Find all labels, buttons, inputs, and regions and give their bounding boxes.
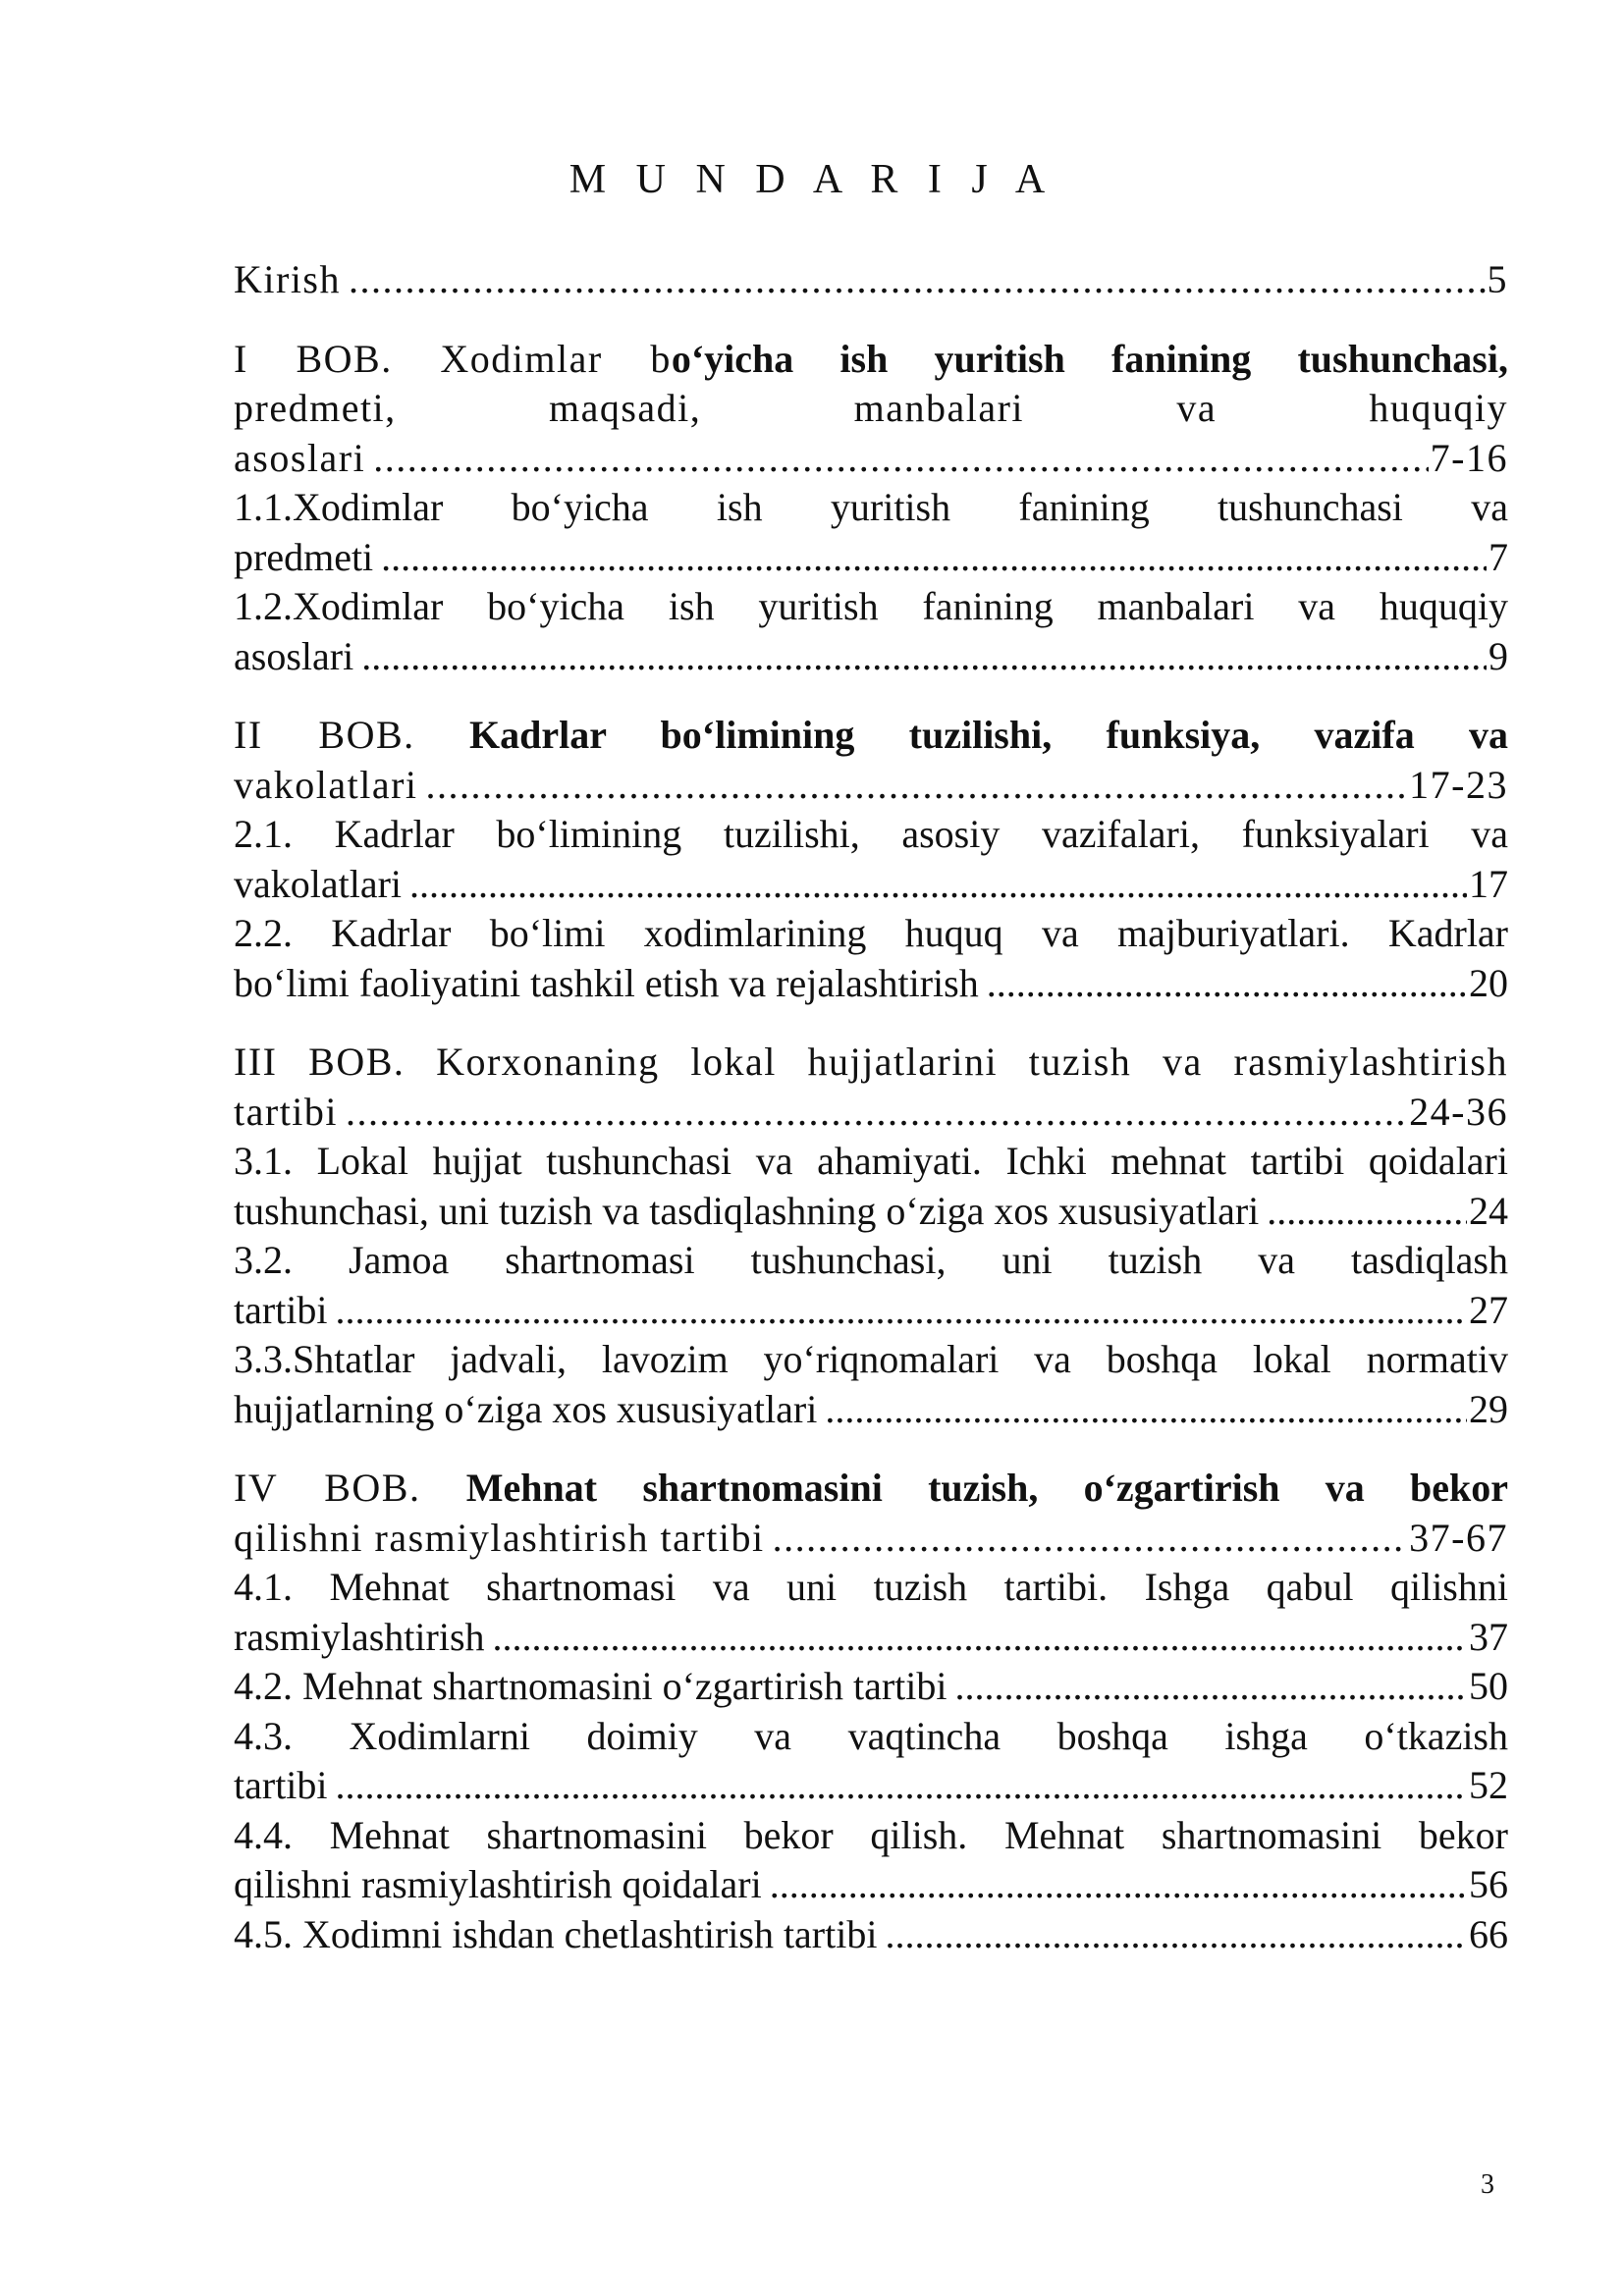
- toc-section-4-4[interactable]: [234, 1811, 1508, 1910]
- toc-page-number: 17-23: [1409, 762, 1508, 807]
- toc-section-1-2[interactable]: [234, 582, 1508, 681]
- dot-leader: [346, 1088, 1407, 1138]
- toc-chapter-3[interactable]: [234, 1038, 1508, 1137]
- dot-leader: [361, 632, 1487, 682]
- toc-page-number: 50: [1469, 1664, 1508, 1708]
- toc-page-number: 37-67: [1409, 1515, 1508, 1560]
- toc-page-number: 17: [1469, 861, 1508, 906]
- dot-leader: [349, 255, 1486, 305]
- toc-entry-text: tushunchasi, uni tuzish va tasdiqlashning o‘ziga xos xususiyatlari: [234, 1188, 1260, 1233]
- chapter-prefix: II BOB.: [234, 713, 415, 757]
- toc-section-text: 3.2. Jamoa shartnomasi tushunchasi, uni tuzish va tasdiqlash: [234, 1238, 1508, 1282]
- toc-entry-kirish[interactable]: [234, 255, 1508, 305]
- toc-chapter-3-title: III BOB. Korxonaning lokal hujjatlarini tuzish va rasmiylashtirish: [234, 1040, 1508, 1084]
- toc-entry-text: asoslari: [234, 633, 354, 678]
- toc-section-3-3[interactable]: [234, 1335, 1508, 1434]
- toc-page-number: 27: [1469, 1287, 1508, 1332]
- toc-page-number: 24: [1469, 1188, 1508, 1233]
- page-title: M U N D A R I J A: [568, 157, 1056, 202]
- toc-page-number: 29: [1469, 1386, 1508, 1431]
- toc-chapter-1-title: [234, 335, 1508, 385]
- dot-leader: [409, 860, 1467, 910]
- toc-entry-text: vakolatlari: [234, 861, 403, 906]
- dot-leader: [426, 761, 1408, 811]
- toc-section-1-1[interactable]: [234, 483, 1508, 582]
- toc-entry-text: Kirish: [234, 257, 341, 301]
- dot-leader: [885, 1910, 1467, 1960]
- dot-leader: [493, 1613, 1467, 1663]
- toc-entry-text: hujjatlarning o‘ziga xos xususiyatlari: [234, 1386, 818, 1431]
- toc-page-number: 24-36: [1409, 1089, 1508, 1134]
- toc-chapter-1[interactable]: [234, 335, 1508, 484]
- toc-section-text: 2.1. Kadrlar bo‘limining tuzilishi, asosiy vazifalari, funksiyalari va: [234, 812, 1508, 856]
- toc-page-number: 20: [1469, 960, 1508, 1005]
- toc-section-4-2[interactable]: [234, 1662, 1508, 1712]
- toc-page-number: 5: [1487, 257, 1508, 301]
- chapter-prefix: IV BOB.: [234, 1466, 421, 1510]
- toc-section-4-3[interactable]: [234, 1712, 1508, 1811]
- toc-section-4-1[interactable]: [234, 1563, 1508, 1662]
- toc-section-text: 4.1. Mehnat shartnomasi va uni tuzish tartibi. Ishga qabul qilishni: [234, 1565, 1508, 1609]
- toc-section-3-2[interactable]: [234, 1236, 1508, 1335]
- chapter-title-bold: Mehnat shartnomasini tuzish, o‘zgartirish va bekor: [465, 1466, 1509, 1510]
- toc-chapter-2-title: [234, 711, 1508, 761]
- dot-leader: [825, 1385, 1467, 1435]
- toc-section-text: 4.3. Xodimlarni doimiy va vaqtincha boshqa ishga o‘tkazish: [234, 1713, 1508, 1758]
- toc-section-text: 1.2.Xodimlar bo‘yicha ish yuritish fanining manbalari va huquqiy: [234, 584, 1508, 628]
- toc-section-2-1[interactable]: [234, 810, 1508, 909]
- dot-leader: [336, 1286, 1467, 1336]
- toc-entry-text: tartibi: [234, 1287, 328, 1332]
- dot-leader: [381, 533, 1487, 583]
- dot-leader: [373, 434, 1428, 484]
- toc-chapter-1-last: [234, 434, 1508, 484]
- toc-entry-text: tartibi: [234, 1763, 328, 1807]
- dot-leader: [773, 1514, 1408, 1564]
- chapter-prefix: I BOB. Xodimlar b: [234, 336, 672, 381]
- toc-section-2-2[interactable]: [234, 909, 1508, 1008]
- toc-section-text: 3.1. Lokal hujjat tushunchasi va ahamiyati. Ichki mehnat tartibi qoidalari: [234, 1139, 1508, 1183]
- toc-entry-text: qilishni rasmiylashtirish qoidalari: [234, 1862, 762, 1906]
- toc-page-number: 52: [1469, 1763, 1508, 1807]
- toc-entry-text: qilishni rasmiylashtirish tartibi: [234, 1515, 765, 1560]
- toc-page-number: 9: [1489, 633, 1508, 678]
- page-number: 3: [1481, 2169, 1494, 2200]
- toc-chapter-4[interactable]: [234, 1464, 1508, 1563]
- toc-entry-text: asoslari: [234, 435, 366, 480]
- toc-entry-text: rasmiylashtirish: [234, 1614, 485, 1659]
- toc-entry-text: predmeti: [234, 534, 374, 579]
- toc-entry-text: 4.2. Mehnat shartnomasini o‘zgartirish tartibi: [234, 1664, 947, 1708]
- toc-page-number: 7-16: [1430, 435, 1508, 480]
- dot-leader: [1267, 1187, 1467, 1237]
- toc-entry-text: 4.5. Xodimni ishdan chetlashtirish tartibi: [234, 1911, 878, 1956]
- toc-section-text: 1.1.Xodimlar bo‘yicha ish yuritish fanining tushunchasi va: [234, 485, 1508, 529]
- dot-leader: [770, 1860, 1467, 1910]
- chapter-title-bold: o‘yicha ish yuritish fanining tushunchasi,: [671, 336, 1508, 381]
- toc-page-number: 66: [1469, 1911, 1508, 1956]
- toc-section-text: 4.4. Mehnat shartnomasini bekor qilish. Mehnat shartnomasini bekor: [234, 1812, 1508, 1857]
- toc-section-text: 2.2. Kadrlar bo‘limi xodimlarining huquq va majburiyatlari. Kadrlar: [234, 911, 1508, 955]
- toc-entry-text: tartibi: [234, 1089, 339, 1134]
- toc-entry-text: bo‘limi faoliyatini tashkil etish va rejalashtirish: [234, 960, 979, 1005]
- dot-leader: [987, 959, 1467, 1009]
- table-of-contents: [234, 255, 1508, 1959]
- toc-section-text: 3.3.Shtatlar jadvali, lavozim yo‘riqnomalari va boshqa lokal normativ: [234, 1337, 1508, 1381]
- toc-page-number: 56: [1469, 1862, 1508, 1906]
- toc-entry-text: vakolatlari: [234, 762, 418, 807]
- toc-chapter-2[interactable]: [234, 711, 1508, 810]
- dot-leader: [336, 1761, 1467, 1811]
- toc-section-4-5[interactable]: [234, 1910, 1508, 1960]
- toc-page-number: 7: [1489, 534, 1508, 579]
- toc-section-3-1[interactable]: [234, 1137, 1508, 1236]
- toc-chapter-4-title: [234, 1464, 1508, 1514]
- chapter-title-bold: Kadrlar bo‘limining tuzilishi, funksiya, vazifa va: [468, 713, 1509, 757]
- dot-leader: [955, 1662, 1467, 1712]
- toc-page-number: 37: [1469, 1614, 1508, 1659]
- toc-chapter-1-title-cont: predmeti, maqsadi, manbalari va huquqiy: [234, 386, 1508, 430]
